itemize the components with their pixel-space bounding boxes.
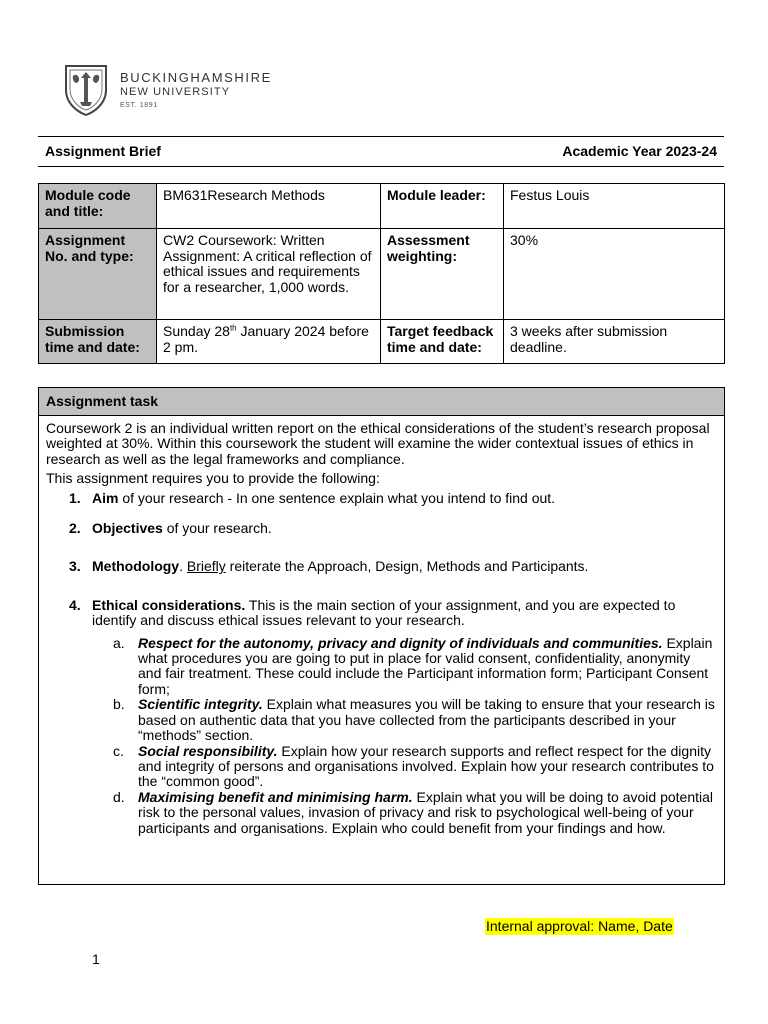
- assignment-task-box: [38, 387, 725, 885]
- assignment-task-heading: Assignment task: [39, 388, 724, 416]
- internal-approval-note: Internal approval: Name, Date: [486, 918, 673, 934]
- item-underlined: Briefly: [186, 558, 226, 575]
- page-number: 1: [92, 951, 100, 967]
- submission-value: [157, 320, 381, 364]
- table-row: [39, 229, 725, 320]
- weighting-value: 30%: [504, 229, 725, 320]
- sub-item-text: Explain what procedures you are going to put in place for valid consent, confidentiality, anonymity and fair treatment. These could include the Participant information form; Participant Consent form;: [138, 634, 713, 697]
- sub-list-item: [92, 744, 717, 790]
- module-code-value: BM631Research Methods: [157, 184, 381, 229]
- logo-line-1: BUCKINGHAMSHIRE: [120, 70, 272, 85]
- item-number: 1.: [69, 489, 81, 506]
- item-text: of your research - In one sentence explain what you intend to find out.: [118, 489, 556, 506]
- task-requires: This assignment requires you to provide the following:: [46, 470, 380, 487]
- table-row: [39, 184, 725, 229]
- sub-item-title: Respect for the autonomy, privacy and dignity of individuals and communities.: [138, 634, 663, 651]
- feedback-label: Target feedback time and date:: [381, 320, 504, 364]
- sub-item-letter: b.: [113, 696, 125, 713]
- list-item: [46, 491, 717, 506]
- assignment-type-value: CW2 Coursework: Written Assignment: A critical reflection of ethical issues and requirements for a researcher, 1,000 words.: [157, 229, 381, 320]
- sub-item-title: Maximising benefit and minimising harm.: [138, 788, 413, 805]
- item-title: Ethical considerations.: [92, 596, 246, 613]
- logo-line-3: EST. 1891: [120, 102, 158, 109]
- sub-item-letter: a.: [113, 634, 125, 651]
- item-number: 4.: [69, 596, 81, 613]
- sub-item-text: Explain what measures you will be taking to ensure that your research is based on authentic data that you have collected from the participants described in your “methods” section.: [138, 696, 715, 744]
- assignment-brief-bar: [38, 136, 724, 167]
- logo-line-2: NEW UNIVERSITY: [120, 86, 231, 98]
- module-leader-value: Festus Louis: [504, 184, 725, 229]
- task-intro: Coursework 2 is an individual written report on the ethical considerations of the student’s research proposal weighted at 30%. Within this coursework the student will examine the wider contextual issues of ethics in research as well as the legal frameworks and compliance.: [46, 420, 710, 467]
- sub-list-item: [92, 636, 717, 698]
- item-text: This is the main section of your assignment, and you are expected to identify and discuss ethical issues relevant to your research.: [92, 596, 676, 629]
- sub-item-text: Explain how your research supports and reflect respect for the dignity and integrity of persons and organisations involved. Explain how your research contributes to the “common good”.: [138, 742, 714, 790]
- assignment-type-label: Assignment No. and type:: [39, 229, 157, 320]
- item-title: Methodology: [92, 558, 180, 575]
- submission-ordinal: th: [229, 323, 237, 333]
- item-text: of your research.: [162, 520, 272, 537]
- sub-item-title: Scientific integrity.: [138, 696, 263, 713]
- academic-year: Academic Year 2023-24: [562, 143, 717, 159]
- item-title: Objectives: [92, 520, 163, 537]
- submission-label: Submission time and date:: [39, 320, 157, 364]
- item-punct: .: [179, 558, 187, 575]
- ethical-considerations-list: [92, 636, 717, 836]
- sub-item-title: Social responsibility.: [138, 742, 278, 759]
- list-item: [46, 521, 717, 536]
- module-code-label: Module code and title:: [39, 184, 157, 229]
- sub-list-item: [92, 697, 717, 743]
- sub-list-item: [92, 790, 717, 836]
- sub-item-letter: c.: [113, 742, 124, 759]
- table-row: [39, 320, 725, 364]
- module-leader-label: Module leader:: [381, 184, 504, 229]
- assignment-brief-title: Assignment Brief: [45, 143, 161, 159]
- item-number: 2.: [69, 520, 81, 537]
- sub-item-letter: d.: [113, 788, 125, 805]
- list-item: [46, 598, 717, 836]
- item-number: 3.: [69, 558, 81, 575]
- university-logo: [64, 64, 272, 116]
- sub-item-text: Explain what you will be doing to avoid potential risk to the personal values, invasion of privacy and risk to psychological well-being of your participants and organisations. Explain who could benefit from your findings and how.: [138, 788, 714, 836]
- requirements-list: [46, 491, 717, 836]
- item-text: reiterate the Approach, Design, Methods and Participants.: [225, 558, 589, 575]
- submission-rest: January 2024 before 2 pm.: [163, 323, 369, 355]
- list-item: [46, 559, 717, 574]
- feedback-value: 3 weeks after submission deadline.: [504, 320, 725, 364]
- item-title: Aim: [92, 489, 119, 506]
- crest-icon: [64, 64, 108, 116]
- submission-day: Sunday 28: [163, 323, 230, 339]
- weighting-label: Assessment weighting:: [381, 229, 504, 320]
- module-info-table: [38, 183, 725, 364]
